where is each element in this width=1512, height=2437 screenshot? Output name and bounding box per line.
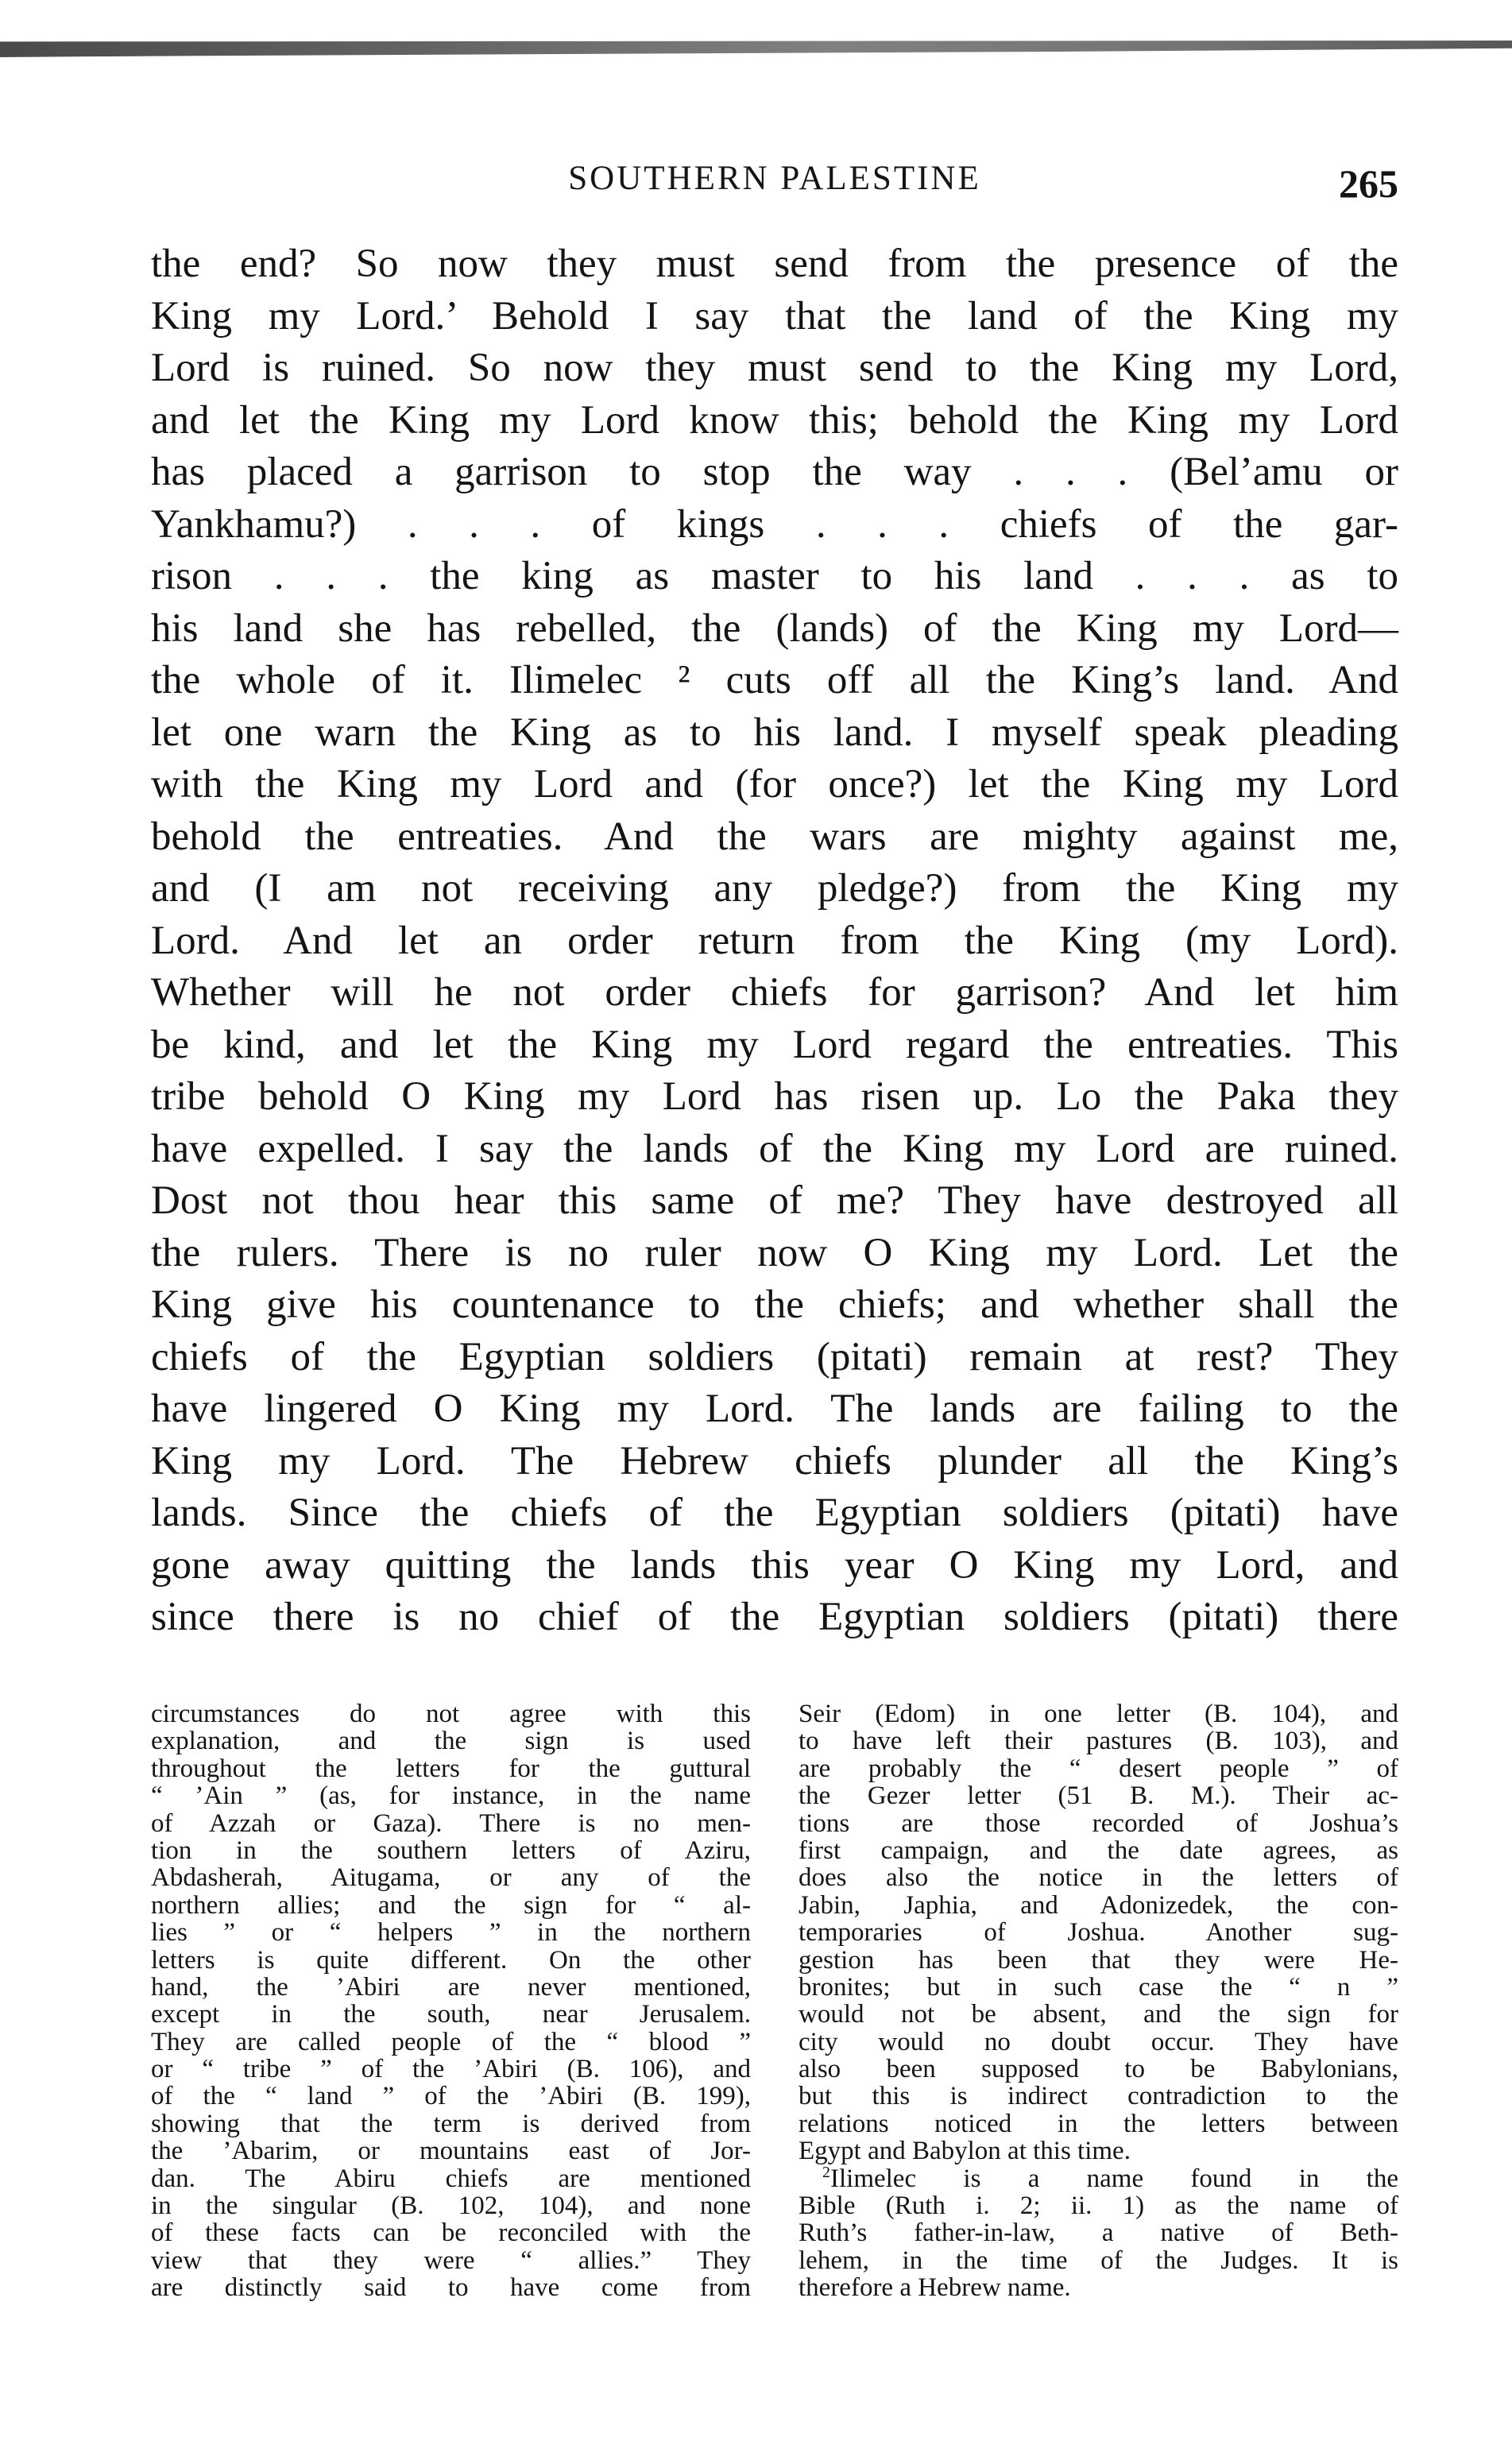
body-line: the whole of it. Ilimelec ² cuts off all the King’s land. And [151, 658, 1398, 702]
body-line: gone away quitting the lands this year O King my Lord, and [151, 1542, 1398, 1588]
body-line: behold the entreaties. And the wars are mighty against me, [151, 814, 1398, 859]
body-line: and (I am not receiving any pledge?) from the King my [151, 866, 1398, 911]
footnote-line: does also the notice in the letters of [799, 1863, 1398, 1893]
body-line: rison . . . the king as master to his land . . . as to [151, 554, 1398, 598]
footnote-line: of these facts can be reconciled with the [151, 2218, 751, 2248]
body-line: has placed a garrison to stop the way . . . (Bel’amu or [151, 450, 1398, 494]
footnote-line: but this is indirect contradiction to the [799, 2082, 1398, 2111]
body-line: lands. Since the chiefs of the Egyptian soldiers (pitati) have [151, 1491, 1398, 1535]
body-line: Lord is ruined. So now they must send to the King my Lord, [151, 346, 1398, 390]
footnote-line: bronites; but in such case the “ n ” [799, 1972, 1398, 2002]
footnote-line: would not be absent, and the sign for [799, 2000, 1398, 2029]
footnote-line: northern allies; and the sign for “ al- [151, 1890, 751, 1920]
scan-edge-artifact [0, 35, 1512, 57]
footnote-line: temporaries of Joshua. Another sug- [799, 1918, 1398, 1948]
footnote-line: lehem, in the time of the Judges. It is [799, 2246, 1398, 2275]
footnote-line: of Azzah or Gaza). There is no men- [151, 1808, 751, 1838]
body-line: be kind, and let the King my Lord regard the entreaties. This [151, 1022, 1398, 1067]
footnote-line: gestion has been that they were He- [799, 1945, 1398, 1975]
footnote-line-ilimelec [799, 2165, 1398, 2192]
footnote-marker: 2 [822, 2163, 830, 2181]
footnote-line: Seir (Edom) in one letter (B. 104), and [799, 1700, 1398, 1728]
body-line: the end? So now they must send from the presence of the [151, 242, 1398, 286]
body-line: with the King my Lord and (for once?) let the King my Lord [151, 762, 1398, 807]
footnote-line: the Gezer letter (51 B. M.). Their ac- [799, 1781, 1398, 1811]
body-line: King give his countenance to the chiefs; and whether shall the [151, 1282, 1398, 1327]
footnote-line: Jabin, Japhia, and Adonizedek, the con- [799, 1890, 1398, 1920]
footnote-line: of the “ land ” of the ’Abiri (B. 199), [151, 2082, 751, 2111]
running-head [151, 159, 1398, 207]
footnote-line: letters is quite different. On the other [151, 1945, 751, 1975]
footnote-line: circumstances do not agree with this [151, 1700, 751, 1728]
footnote-line: lies ” or “ helpers ” in the northern [151, 1918, 751, 1948]
footnote-line: dan. The Abiru chiefs are mentioned [151, 2164, 751, 2193]
body-line: King my Lord.’ Behold I say that the land of the King my [151, 293, 1398, 338]
footnote-line: Bible (Ruth i. 2; ii. 1) as the name of [799, 2191, 1398, 2221]
body-line: Whether will he not order chiefs for garrison? And let him [151, 970, 1398, 1015]
footnote-line: city would no doubt occur. They have [799, 2027, 1398, 2056]
body-line: have expelled. I say the lands of the King my Lord are ruined. [151, 1126, 1398, 1171]
footnote-line: relations noticed in the letters between [799, 2109, 1398, 2138]
footnote-line: Egypt and Babylon at this time. [799, 2137, 1131, 2166]
footnote-line: showing that the term is derived from [151, 2109, 751, 2138]
footnote-line: They are called people of the “ blood ” [151, 2027, 751, 2056]
body-line: chiefs of the Egyptian soldiers (pitati) remain at rest? They [151, 1334, 1398, 1379]
body-line: let one warn the King as to his land. I myself speak pleading [151, 710, 1398, 755]
footnote-line: throughout the letters for the guttural [151, 1754, 751, 1783]
footnote-column-left [151, 1700, 751, 2302]
body-line: Dost not thou hear this same of me? They have destroyed all [151, 1178, 1398, 1223]
body-line: tribe behold O King my Lord has risen up. Lo the Paka they [151, 1074, 1398, 1119]
footnote-line: are probably the “ desert people ” of [799, 1754, 1398, 1783]
body-line: have lingered O King my Lord. The lands are failing to the [151, 1387, 1398, 1431]
footnote-line: to have left their pastures (B. 103), and [799, 1727, 1398, 1756]
body-line: Yankhamu?) . . . of kings . . . chiefs of the gar- [151, 501, 1398, 547]
footnote-line: Ruth’s father-in-law, a native of Beth- [799, 2218, 1398, 2248]
footnote-line: are distinctly said to have come from [151, 2273, 751, 2303]
body-line: his land she has rebelled, the (lands) of the King my Lord— [151, 605, 1398, 651]
footnote-line: the ’Abarim, or mountains east of Jor- [151, 2137, 751, 2166]
footnote-line: or “ tribe ” of the ’Abiri (B. 106), and [151, 2055, 751, 2084]
footnote-line: except in the south, near Jerusalem. [151, 2000, 751, 2029]
running-title: SOUTHERN PALESTINE [568, 160, 981, 197]
footnote-column-right [799, 1700, 1398, 2302]
footnote-line-text: Ilimelec is a name found in the [830, 2164, 1398, 2193]
body-line: and let the King my Lord know this; behold the King my Lord [151, 397, 1398, 443]
footnote-line: hand, the ’Abiri are never mentioned, [151, 1972, 751, 2002]
body-line: Lord. And let an order return from the King (my Lord). [151, 918, 1398, 963]
footnote-line: therefore a Hebrew name. [799, 2273, 1071, 2303]
footnote-line: in the singular (B. 102, 104), and none [151, 2191, 751, 2221]
body-text [151, 238, 1398, 1644]
body-line: since there is no chief of the Egyptian soldiers (pitati) there [151, 1595, 1398, 1639]
body-line: King my Lord. The Hebrew chiefs plunder all the King’s [151, 1438, 1398, 1483]
page-number: 265 [1339, 161, 1398, 206]
footnote-line: “ ’Ain ” (as, for instance, in the name [151, 1781, 751, 1811]
footnote-line: Abdasherah, Aitugama, or any of the [151, 1863, 751, 1893]
footnote-line: first campaign, and the date agrees, as [799, 1835, 1398, 1865]
footnote-line: tions are those recorded of Joshua’s [799, 1808, 1398, 1838]
footnote-line: also been supposed to be Babylonians, [799, 2055, 1398, 2084]
body-line: the rulers. There is no ruler now O King my Lord. Let the [151, 1230, 1398, 1275]
footnote-line: view that they were “ allies.” They [151, 2246, 751, 2275]
footnote-line: explanation, and the sign is used [151, 1727, 751, 1756]
footnote-line: tion in the southern letters of Aziru, [151, 1835, 751, 1865]
